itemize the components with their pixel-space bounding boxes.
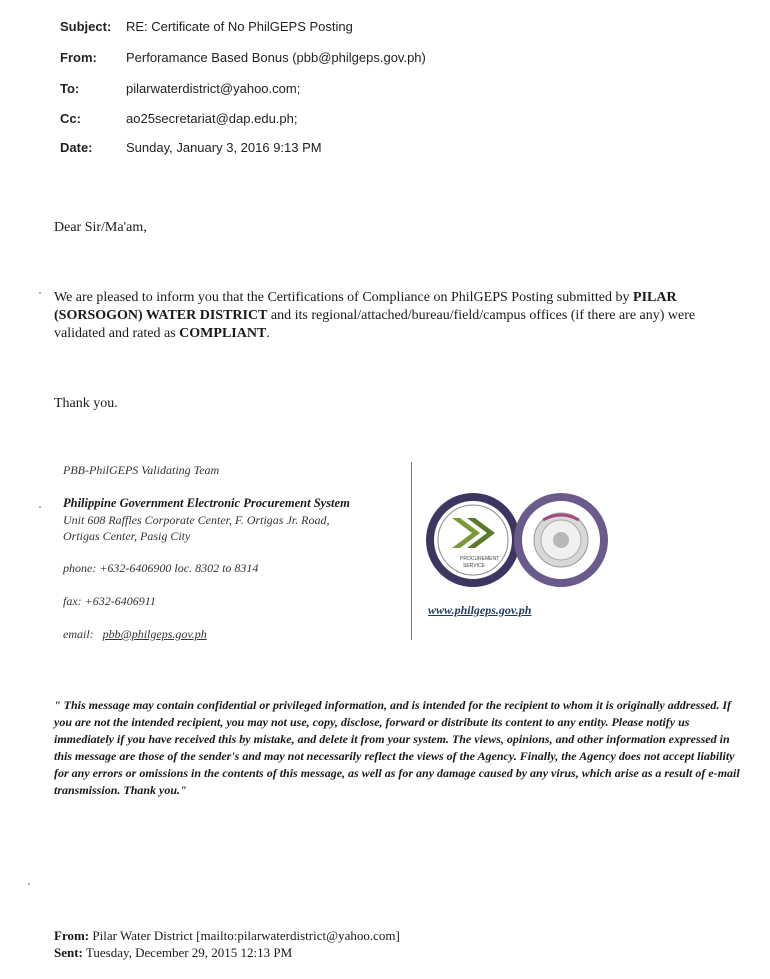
body-text-c: and its regional/attached/bureau/field/campus offices (if there are any) were validated and rated as <box>54 308 696 341</box>
signature-address-1: Unit 608 Raffles Corporate Center, F. Ortigas Jr. Road, <box>63 513 330 527</box>
website-link[interactable]: www.philgeps.gov.ph <box>428 603 532 617</box>
quoted-from-row <box>54 928 400 944</box>
thank-you: Thank you. <box>54 396 118 411</box>
subject-label: Subject: <box>60 19 112 34</box>
compliance-status: COMPLIANT <box>179 326 267 341</box>
date-value: Sunday, January 3, 2016 9:13 PM <box>126 140 322 155</box>
logo-text-service: SERVICE <box>463 563 485 569</box>
body-text-e: . <box>266 326 270 341</box>
to-label: To: <box>60 81 80 96</box>
subject-value: RE: Certificate of No PhilGEPS Posting <box>126 19 353 34</box>
greeting: Dear Sir/Ma'am, <box>54 220 147 235</box>
signature-email-label: email: <box>63 627 94 641</box>
signature-phone: phone: +632-6406900 loc. 8302 to 8314 <box>63 561 259 575</box>
quoted-from-label: From: <box>54 928 90 943</box>
quoted-sent-value: Tuesday, December 29, 2015 12:13 PM <box>82 945 293 960</box>
signature-address-2: Ortigas Center, Pasig City <box>63 529 191 543</box>
district-name: PILAR (SORSOGON) WATER DISTRICT <box>54 290 677 323</box>
signature-divider <box>411 462 412 640</box>
logo-text-procurement: PROCUREMENT <box>460 556 500 562</box>
signature-email-link[interactable]: pbb@philgeps.gov.ph <box>102 627 207 641</box>
signature-org: Philippine Government Electronic Procurement System <box>63 496 350 510</box>
quoted-from-value: Pilar Water District [mailto:pilarwaterdistrict@yahoo.com] <box>89 928 400 943</box>
cc-value: ao25secretariat@dap.edu.ph; <box>126 111 298 126</box>
to-value: pilarwaterdistrict@yahoo.com; <box>126 81 301 96</box>
philgeps-logo <box>425 490 610 595</box>
scan-speck <box>28 883 30 885</box>
confidentiality-disclaimer: " This message may contain confidential or privileged information, and is intended for the recipient to whom it is originally addressed. If you are not the intended recipient, you may not use, copy, disclose, forward or distribute its content to any entity. Please notify us immediately if you have received this by mistake, and delete it from your system. The views, opinions, and other information expressed in this message are those of the sender's and may not necessarily reflect the views of the Agency. Finally, the Agency does not accept liability for any errors or omissions in the contents of this message, as well as for any damage caused by any virus, which arise as a result of e-mail transmission. Thank you." <box>54 698 740 797</box>
cc-label: Cc: <box>60 111 81 126</box>
philgeps-logo-icon <box>425 490 610 590</box>
signature-team: PBB-PhilGEPS Validating Team <box>63 463 220 477</box>
body-text-a: We are pleased to inform you that the Certifications of Compliance on PhilGEPS Posting submitted by <box>54 290 634 305</box>
scan-speck <box>39 292 41 294</box>
signature-fax: fax: +632-6406911 <box>63 594 156 608</box>
quoted-sent-row <box>54 945 292 961</box>
quoted-sent-label: Sent: <box>54 945 83 960</box>
signature-email-row <box>63 627 207 642</box>
body-paragraph <box>54 289 734 343</box>
from-label: From: <box>60 50 97 65</box>
scan-speck <box>39 506 41 508</box>
date-label: Date: <box>60 140 93 155</box>
from-value: Perforamance Based Bonus (pbb@philgeps.gov.ph) <box>126 50 426 65</box>
